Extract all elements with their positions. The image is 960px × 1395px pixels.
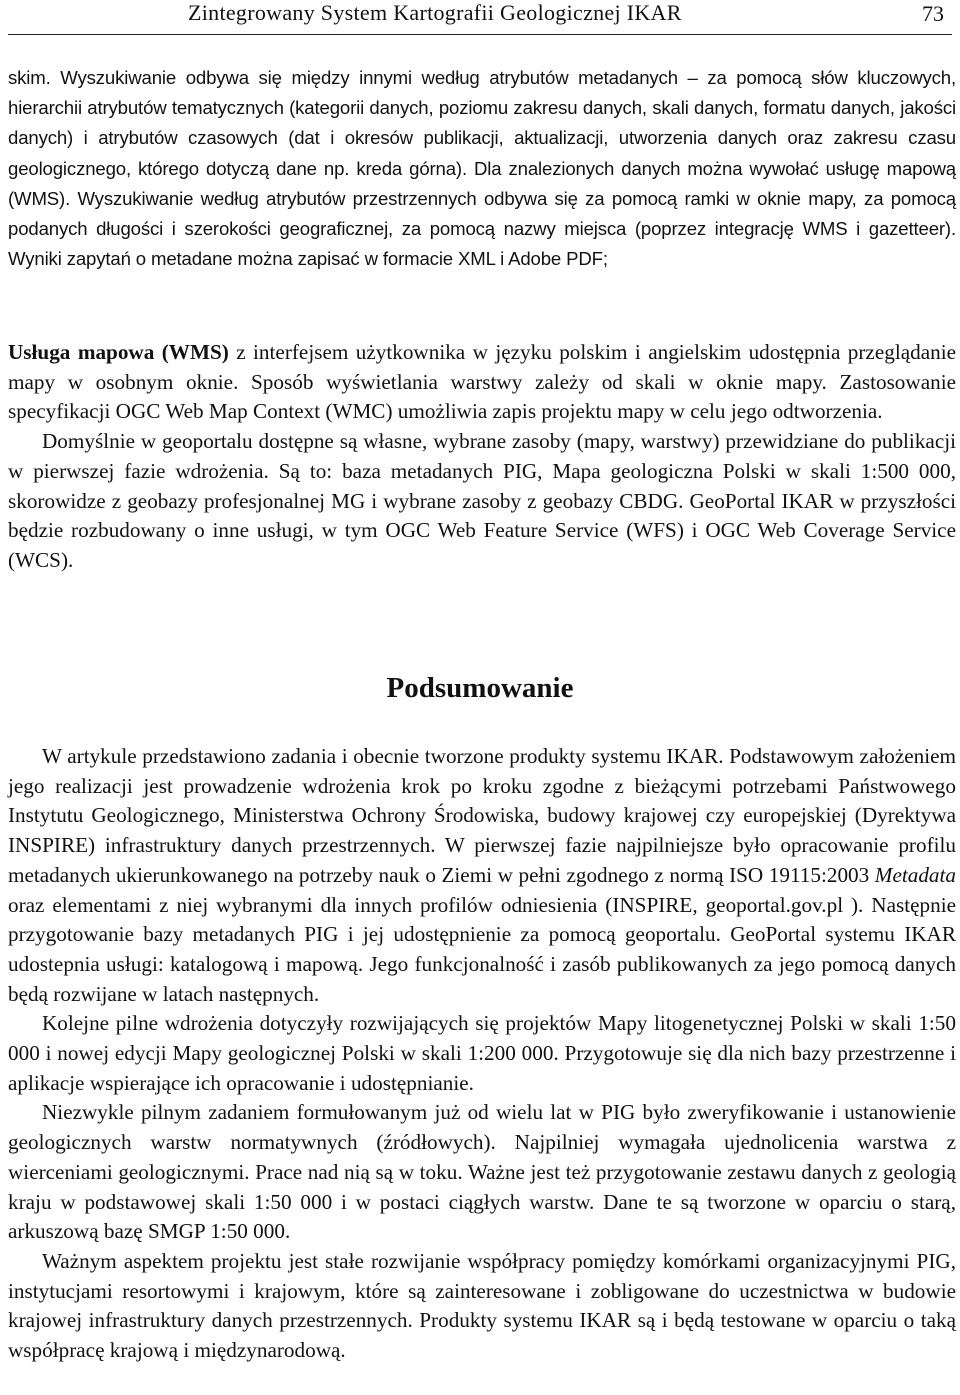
paragraph-geoportal-resources: Domyślnie w geoportalu dostępne są własne, wybrane zasoby (mapy, warstwy) przewidziane do publikacji w pierwszej fazie wdrożenia. Są to: baza metadanych PIG, Mapa geologiczna Polski w skali 1:500 000, skorowidze z geobazy profesjonalnej MG i wybrane zasoby z geobazy CBDG. GeoPortal IKAR w przyszłości będzie rozbudowany o inne usługi, w tym OGC Web Feature Service (WFS) i OGC Web Coverage Service (WCS). [8, 429, 956, 572]
running-header [8, 0, 952, 35]
page-number: 73 [922, 1, 944, 26]
paragraph-wms-service [8, 338, 956, 427]
wms-description: z interfejsem użytkownika w języku polskim i angielskim udostępnia przeglądanie mapy w osobnym oknie. Sposób wyświetlania warstwy zależy od skali w oknie mapy. Zastosowanie specyfikacji OGC Web Map Context (WMC) umożliwia zapis projektu mapy w celu jego odtworzenia. [8, 340, 957, 424]
top-text-block [8, 63, 956, 274]
summary-text-block [8, 742, 956, 1366]
serif-text-block [8, 338, 956, 576]
wms-term-bold: Usługa mapowa (WMS) [8, 340, 229, 364]
summary-intro-part-2: oraz elementami z niej wybranymi dla innych profilów odniesienia (INSPIRE, geoportal.gov.pl ). Następnie przygotowanie bazy metadanych PIG i jej udostępnienie za pomocą geoportalu. GeoPortal systemu IKAR udostepnia usługi: katalogową i mapową. Jego funkcjonalność i zasób publikowanych za jego pomocą danych będą rozwijane w latach następnych. [8, 892, 956, 1006]
metadata-italic-term: Metadata [874, 862, 956, 887]
paragraph-search-description: skim. Wyszukiwanie odbywa się między innymi według atrybutów metadanych – za pomocą słów kluczowych, hierarchii atrybutów tematycznych (kategorii danych, poziomu zakresu danych, skali danych, formatu danych, jakości danych) i atrybutów czasowych (dat i okresów publikacji, aktualizacji, utworzenia danych oraz zakresu czasu geologicznego, którego dotyczą dane np. kreda górna). Dla znalezionych danych można wywołać usługę mapową (WMS). Wyszukiwanie według atrybutów przestrzennych odbywa się za pomocą ramki w oknie mapy, za pomocą podanych długości i szerokości geograficznej, za pomocą nazwy miejsca (poprzez integrację WMS i gazetteer). Wyniki zapytań o metadane można zapisać w formacie XML i Adobe PDF; [8, 67, 956, 270]
paragraph-cooperation: Ważnym aspektem projektu jest stałe rozwijanie współpracy pomiędzy komórkami organizacyjnymi PIG, instytucjami resortowymi i krajowym, które są zainteresowane i zobligowane do uczestnictwa w budowie krajowej infrastruktury danych przestrzennych. Produkty systemu IKAR są i będą testowane w oparciu o taką współpracę krajową i międzynarodową. [8, 1248, 956, 1363]
paragraph-map-projects: Kolejne pilne wdrożenia dotyczyły rozwijających się projektów Mapy litogenetycznej Polski w skali 1:50 000 i nowej edycji Mapy geologicznej Polski w skali 1:200 000. Przygotowuje się dla nich bazy przestrzenne i aplikacje wspierające ich opracowanie i udostępnianie. [8, 1011, 956, 1095]
journal-title: Zintegrowany System Kartografii Geologicznej IKAR [188, 0, 682, 25]
paragraph-normative-layers: Niezwykle pilnym zadaniem formułowanym już od wielu lat w PIG było zweryfikowanie i ustanowienie geologicznych warstw normatywnych (źródłowych). Najpilniej wymagała ujednolicenia warstwa z wierceniami geologicznymi. Prace nad nią są w toku. Ważne jest też przygotowanie zestawu danych z geologią kraju w podstawowej skali 1:50 000 i w postaci ciągłych warstw. Dane te są tworzone w oparciu o starą, arkuszową bazę SMGP 1:50 000. [8, 1100, 956, 1244]
section-heading: Podsumowanie [386, 672, 574, 704]
summary-intro-part-1: W artykule przedstawiono zadania i obecnie tworzone produkty systemu IKAR. Podstawowym założeniem jego realizacji jest prowadzenie wdrożenia krok po kroku zgodne z bieżącymi potrzebami Państwowego Instytutu Geologicznego, Ministerstwa Ochrony Środowiska, budowy krajowej czy europejskiej (Dyrektywa INSPIRE) infrastruktury danych przestrzennych. W pierwszej fazie najpilniejsze było opracowanie profilu metadanych ukierunkowanego na potrzeby nauk o Ziemi w pełni zgodnego z normą ISO 19115:2003 [8, 744, 956, 887]
paragraph-summary-intro [8, 742, 956, 1009]
